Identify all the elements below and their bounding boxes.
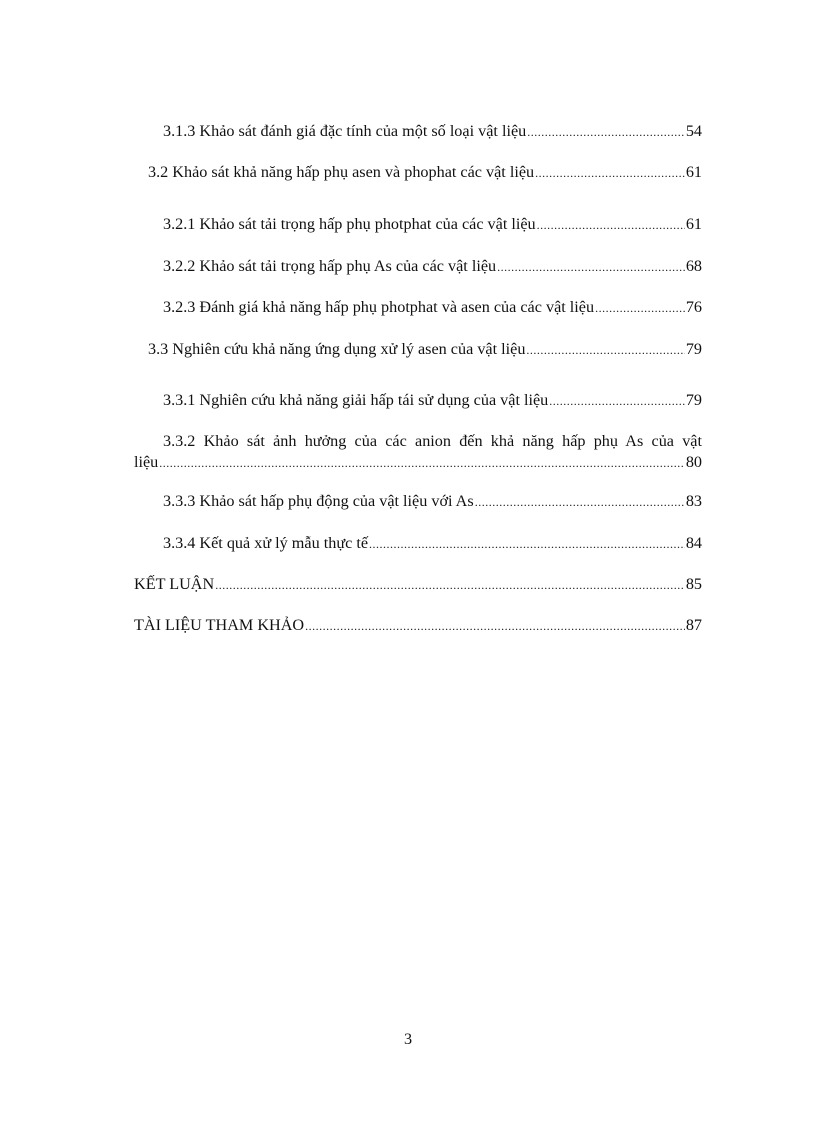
toc-entry-page: 76 bbox=[685, 298, 702, 316]
toc-leader-dots bbox=[369, 534, 685, 554]
toc-entry bbox=[163, 256, 702, 277]
toc-entry-title: 3.3.4 Kết quả xử lý mẫu thực tế bbox=[163, 534, 369, 552]
toc-entry-title: 3.2.3 Đánh giá khả năng hấp phụ photphat và asen của các vật liệu bbox=[163, 298, 595, 316]
toc-entry-page: 79 bbox=[685, 391, 702, 409]
toc-entry-title: 3.3.3 Khảo sát hấp phụ động của vật liệu với As bbox=[163, 492, 474, 510]
toc-entry-title: KẾT LUẬN bbox=[134, 575, 215, 593]
toc-leader-dots bbox=[535, 163, 685, 183]
toc-leader-dots bbox=[537, 215, 685, 235]
toc-entry-title: 3.3.1 Nghiên cứu khả năng giải hấp tái sử dụng của vật liệu bbox=[163, 391, 549, 409]
toc-entry-page: 79 bbox=[685, 340, 702, 358]
toc-entry-title: 3.2.2 Khảo sát tải trọng hấp phụ As của các vật liệu bbox=[163, 257, 497, 275]
toc-entry-title: 3.3.2 Khảo sát ảnh hưởng của các anion đến khả năng hấp phụ As của vật bbox=[163, 432, 702, 450]
toc-entry bbox=[163, 121, 702, 142]
toc-entry-page: 83 bbox=[685, 492, 702, 510]
toc-entry-page: 85 bbox=[685, 575, 702, 593]
toc-entry-page: 80 bbox=[685, 453, 702, 471]
toc-entry bbox=[163, 214, 702, 235]
toc-entry-title: 3.2.1 Khảo sát tải trọng hấp phụ photphat của các vật liệu bbox=[163, 215, 536, 233]
toc-entry-continuation bbox=[134, 452, 702, 473]
page-number: 3 bbox=[403, 1030, 413, 1048]
toc-entry-page: 84 bbox=[685, 534, 702, 552]
toc-entry bbox=[163, 390, 702, 411]
toc-entry bbox=[134, 615, 702, 636]
toc-entry bbox=[163, 491, 702, 512]
toc-entry-title: 3.2 Khảo sát khả năng hấp phụ asen và phophat các vật liệu bbox=[148, 163, 535, 181]
toc-leader-dots bbox=[497, 257, 685, 277]
toc-leader-dots bbox=[159, 453, 685, 473]
toc-entry bbox=[163, 533, 702, 554]
toc-entry-page: 87 bbox=[685, 616, 702, 634]
toc-entry-page: 68 bbox=[685, 257, 702, 275]
toc-leader-dots bbox=[595, 298, 685, 318]
toc-entry bbox=[134, 574, 702, 595]
toc-leader-dots bbox=[526, 340, 684, 360]
toc-entry bbox=[163, 431, 702, 451]
toc-entry bbox=[163, 297, 702, 318]
toc-entry bbox=[148, 162, 702, 183]
toc-entry-title: 3.3 Nghiên cứu khả năng ứng dụng xử lý asen của vật liệu bbox=[148, 340, 526, 358]
toc-entry-page: 54 bbox=[685, 122, 702, 140]
toc-entry-page: 61 bbox=[685, 163, 702, 181]
toc-entry-title: 3.1.3 Khảo sát đánh giá đặc tính của một số loại vật liệu bbox=[163, 122, 527, 140]
toc-entry-title-continued: liệu bbox=[134, 453, 159, 471]
toc-leader-dots bbox=[549, 391, 685, 411]
toc-leader-dots bbox=[527, 122, 685, 142]
toc-leader-dots bbox=[305, 616, 685, 636]
toc-entry bbox=[148, 339, 702, 360]
toc-leader-dots bbox=[215, 575, 685, 595]
toc-entry-page: 61 bbox=[685, 215, 702, 233]
toc-leader-dots bbox=[475, 492, 685, 512]
toc-entry-title: TÀI LIỆU THAM KHẢO bbox=[134, 616, 305, 634]
